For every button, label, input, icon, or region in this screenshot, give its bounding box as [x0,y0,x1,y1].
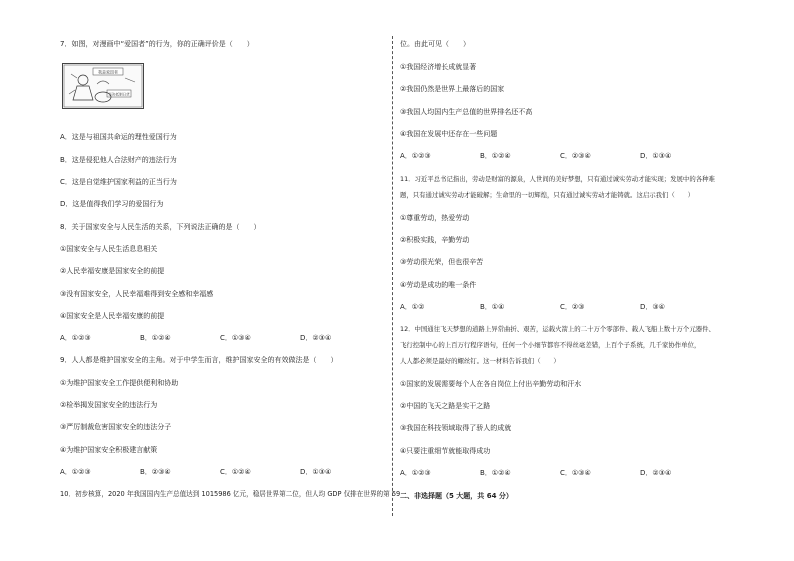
q12-choice-c[interactable]: C．①③④ [560,469,591,477]
q11-stem-line2: 题，只有通过诚实劳动才能破解；生命里的一切辉煌，只有通过诚实劳动才能铸就。这启示我们（ ） [400,191,694,199]
column-divider [392,36,393,516]
q8-stem: 8．关于国家安全与人民生活的关系，下列说法正确的是（ ） [60,223,261,231]
q8-item-1: ①国家安全与人民生活息息相关 [60,245,158,253]
q7-stem: 7．如图，对漫画中“爱国者”的行为，你的正确评价是（ ） [60,40,254,48]
section-2-heading: 二、非选择题（5 大题，共 64 分） [400,492,513,500]
q11-item-2: ②积极实践，辛勤劳动 [400,236,470,244]
q9-choice-a[interactable]: A．①②③ [60,468,91,476]
q8-choice-c[interactable]: C．①③④ [220,334,251,342]
q11-choice-d[interactable]: D．③④ [640,303,665,311]
q9-choice-d[interactable]: D．①③④ [300,468,332,476]
q11-item-1: ①尊重劳动，热爱劳动 [400,214,470,222]
q12-item-4: ④只要注重细节就能取得成功 [400,447,491,455]
q9-item-1: ①为维护国家安全工作提供便利和协助 [60,379,179,387]
q10-stem-line2: 位。由此可见（ ） [400,40,470,48]
q10-choice-b[interactable]: B．①②④ [480,152,511,160]
q7-option-b[interactable]: B．这是侵犯他人合法财产的违法行为 [60,156,177,164]
q9-choice-c[interactable]: C．①②④ [220,468,251,476]
q12-choice-a[interactable]: A．①②③ [400,469,431,477]
q10-choices [400,152,730,162]
q11-choices [400,303,730,313]
q9-item-3: ③严厉制裁危害国家安全的违法分子 [60,423,172,431]
q11-choice-b[interactable]: B．①④ [480,303,505,311]
q11-item-4: ④劳动是成功的唯一条件 [400,281,477,289]
q11-stem-line1: 11．习近平总书记指出，劳动是财富的源泉，人世间的美好梦想，只有通过诚实劳动才能实现；发展中的各种难 [400,175,715,183]
q9-stem: 9．人人都是维护国家安全的主角。对于中学生而言，维护国家安全的有效做法是（ ） [60,356,338,364]
q8-item-2: ②人民幸福安康是国家安全的前提 [60,267,165,275]
q11-choice-a[interactable]: A．①② [400,303,425,311]
q10-item-2: ②我国仍然是世界上最落后的国家 [400,85,505,93]
q8-choice-d[interactable]: D．②③④ [300,334,332,342]
q10-choice-d[interactable]: D．①③④ [640,152,672,160]
cartoon-sign-1: 我是爱国者 [98,69,118,75]
q12-stem-line2: 飞行控制中心的上百万行程序语句，任何一个小细节都容不得丝毫差错，上百个子系统，几千家协作单位， [400,341,701,349]
q9-choices [60,468,390,478]
q10-choice-c[interactable]: C．②③④ [560,152,591,160]
q7-option-d[interactable]: D．这是值得我们学习的爱国行为 [60,200,164,208]
q11-item-3: ③劳动很光荣，但也很辛苦 [400,258,484,266]
q9-choice-b[interactable]: B．②③④ [140,468,171,476]
q8-item-4: ④国家安全是人民幸福安康的前提 [60,312,165,320]
q9-item-4: ④为维护国家安全积极建言献策 [60,446,158,454]
cartoon-drawing [63,64,143,108]
q12-stem-line3: 人人都必须是最好的螺丝钉。这一材料告诉我们（ ） [400,357,560,365]
q12-choice-d[interactable]: D．②③④ [640,469,672,477]
q9-item-2: ②检举揭发国家安全的违法行为 [60,401,158,409]
q11-choice-c[interactable]: C．②③ [560,303,585,311]
q10-stem-line1: 10．初步核算，2020 年我国国内生产总值达到 1015986 亿元，稳居世界第二位，但人均 GDP 仅排在世界的第 59 [60,490,401,498]
q12-choice-b[interactable]: B．①②④ [480,469,511,477]
q12-item-1: ①国家的发展需要每个人在各自岗位上付出辛勤劳动和汗水 [400,380,582,388]
right-column [400,0,730,561]
left-column [60,0,401,561]
q10-item-1: ①我国经济增长成就显著 [400,63,477,71]
q10-item-4: ④我国在发展中还存在一些问题 [400,130,498,138]
q7-option-c[interactable]: C．这是自觉维护国家利益的正当行为 [60,178,177,186]
cartoon-sign-2: 坚决抵制日货 [108,92,130,97]
q8-choice-a[interactable]: A．①②③ [60,334,91,342]
q7-option-a[interactable]: A．这是与祖国共命运的理性爱国行为 [60,133,177,141]
q10-item-3: ③我国人均国内生产总值的世界排名还不高 [400,108,533,116]
q10-choice-a[interactable]: A．①②③ [400,152,431,160]
q12-stem-line1: 12．中国通往飞天梦想的道路上异常曲折、艰苦，运载火箭上的二十万个零部件、载人飞船上数十万个元器件、 [400,325,715,333]
q8-item-3: ③没有国家安全，人民幸福难得到安全感和幸福感 [60,290,214,298]
q12-choices [400,469,730,479]
q8-choice-b[interactable]: B．①②④ [140,334,171,342]
q12-item-2: ②中国的飞天之路是实干之路 [400,402,491,410]
q12-item-3: ③我国在科技领域取得了骄人的成就 [400,424,512,432]
q8-choices [60,334,390,344]
q7-cartoon-image [62,63,144,109]
